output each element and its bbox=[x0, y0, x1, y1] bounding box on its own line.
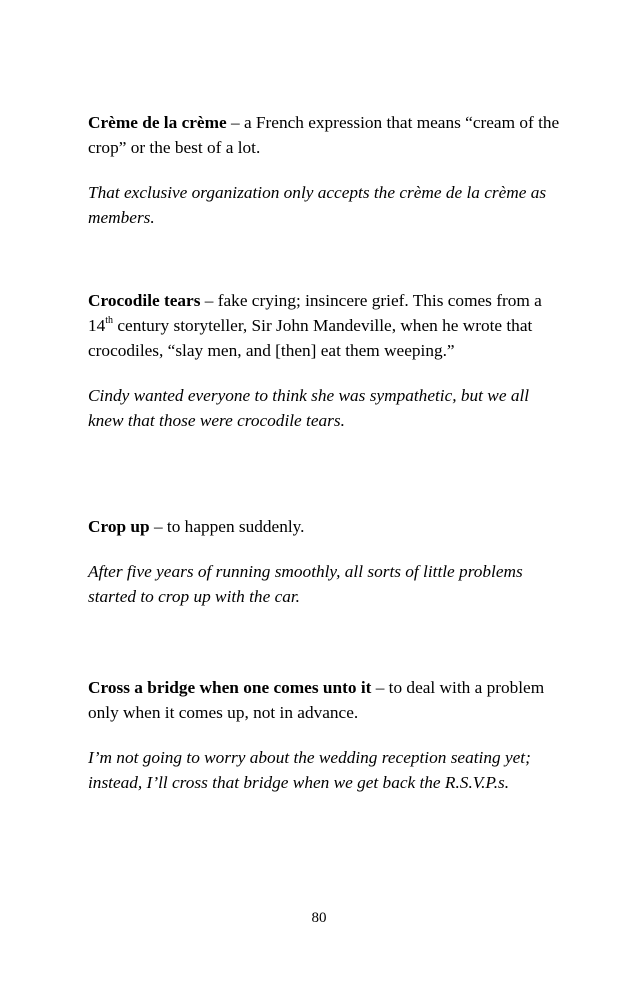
idiom-entry bbox=[88, 675, 568, 795]
page-number: 80 bbox=[311, 910, 327, 926]
idiom-example: I’m not going to worry about the wedding reception seating yet; instead, I’ll cross that bridge when we get back the R.S.V.P.s. bbox=[88, 748, 531, 792]
idiom-term: Cross a bridge when one comes unto it bbox=[88, 678, 372, 697]
idiom-definition bbox=[88, 288, 568, 363]
idiom-definition-text: century storyteller, Sir John Mandeville, when he wrote that crocodiles, “slay men, and [then] eat them weeping.” bbox=[88, 316, 533, 360]
idiom-example: After five years of running smoothly, all sorts of little problems started to crop up with the car. bbox=[88, 562, 523, 606]
idiom-definition-text: – a French expression that means “cream of the crop” or the best of a lot. bbox=[88, 113, 560, 157]
ordinal-suffix: th bbox=[105, 315, 114, 327]
idiom-entry bbox=[88, 110, 568, 230]
idiom-definition bbox=[88, 110, 568, 160]
idiom-example: That exclusive organization only accepts the crème de la crème as members. bbox=[88, 183, 547, 227]
idiom-entry bbox=[88, 288, 568, 433]
idiom-definition-text: – fake crying; insincere grief. This comes from a 14 bbox=[88, 291, 542, 335]
idiom-entry bbox=[88, 514, 568, 609]
idiom-term: Crop up bbox=[88, 517, 150, 536]
idiom-example: Cindy wanted everyone to think she was sympathetic, but we all knew that those were crocodile tears. bbox=[88, 386, 530, 430]
idiom-definition-text: – to happen suddenly. bbox=[149, 517, 305, 536]
idiom-definition-text: – to deal with a problem only when it comes up, not in advance. bbox=[88, 678, 545, 722]
idiom-definition bbox=[88, 514, 568, 539]
idiom-term: Crocodile tears bbox=[88, 291, 201, 310]
idiom-term: Crème de la crème bbox=[88, 113, 227, 132]
idiom-definition bbox=[88, 675, 568, 725]
